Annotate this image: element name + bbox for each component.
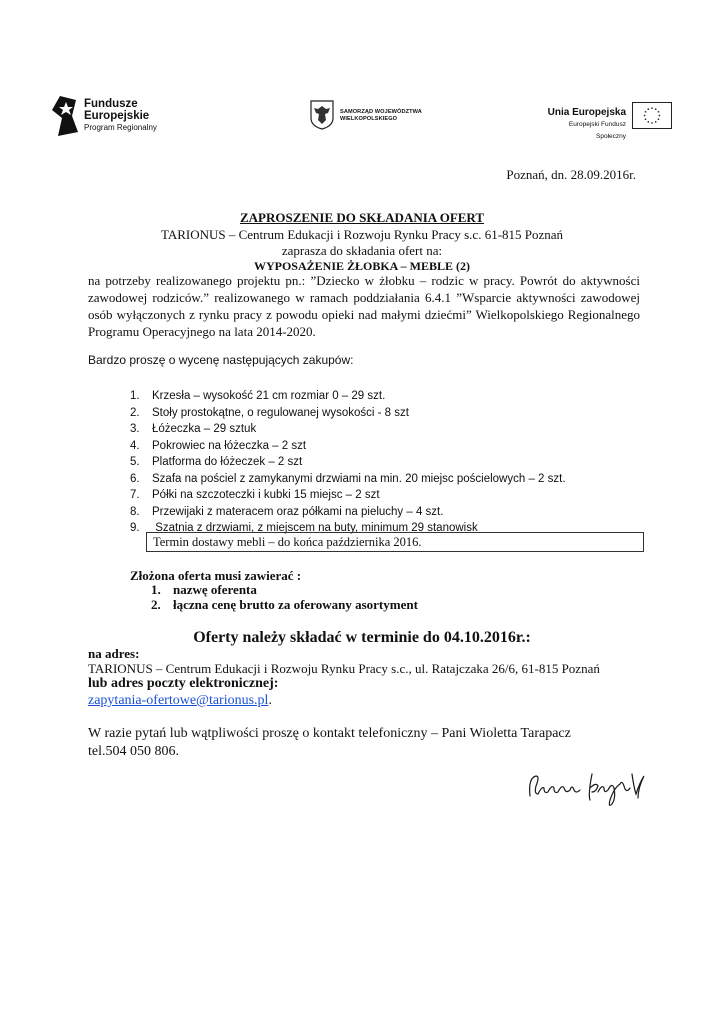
organization-line: TARIONUS – Centrum Edukacji i Rozwoju Rynku Pracy s.c. 61-815 Poznań	[160, 227, 564, 242]
fundusze-europejskie-logo	[52, 96, 172, 138]
request-line: Bardzo proszę o wycenę następujących zakupów:	[88, 353, 354, 367]
deadline-line: Oferty należy składać w terminie do 04.10.2016r.:	[193, 629, 531, 646]
address-line: TARIONUS – Centrum Edukacji i Rozwoju Rynku Pracy s.c., ul. Ratajczaka 26/6, 61-815 Poznań	[88, 661, 600, 676]
offer-item-text: nazwę oferenta	[173, 582, 257, 597]
sw-logo-line2: WIELKOPOLSKIEGO	[340, 116, 398, 122]
unia-europejska-logo	[540, 102, 672, 140]
list-item	[130, 421, 566, 438]
list-item	[130, 405, 566, 422]
invite-line: zaprasza do składania ofert na:	[281, 243, 443, 258]
list-item-number: 9.	[130, 522, 140, 534]
address-label: na adres:	[88, 646, 140, 661]
list-item	[130, 388, 566, 405]
contact-line-1: W razie pytań lub wątpliwości proszę o kontakt telefoniczny – Pani Wioletta Tarapacz	[88, 726, 571, 741]
offer-item-text: łączna cenę brutto za oferowany asortyment	[173, 597, 418, 612]
list-item-number: 3.	[130, 423, 140, 435]
ue-logo-line1: Unia Europejska	[547, 107, 626, 118]
offer-item-number: 1.	[151, 582, 161, 597]
project-line-4: Programu Operacyjnego na lata 2014-2020.	[88, 324, 316, 339]
email-line	[88, 693, 272, 709]
list-item-number: 6.	[130, 472, 140, 485]
list-item-number: 2.	[130, 406, 140, 419]
eu-flag-icon	[632, 102, 672, 129]
list-item-number: 1.	[130, 390, 140, 402]
subject-line: WYPOSAŻENIE ŻŁOBKA – MEBLE (2)	[253, 259, 471, 273]
delivery-term: Termin dostawy mebli – do końca października 2016.	[153, 535, 422, 549]
fe-logo-line1: Fundusze	[84, 98, 138, 110]
offer-item-number: 2.	[151, 597, 161, 612]
email-label: lub adres poczty elektronicznej:	[88, 676, 279, 691]
list-item-text: Szafa na pościel z zamykanymi drzwiami na min. 20 miejsc pościelowych – 2 szt.	[152, 472, 566, 485]
offer-item	[151, 597, 418, 613]
list-item	[130, 438, 566, 455]
list-item	[130, 487, 566, 504]
eagle-crest-icon	[310, 100, 334, 130]
fundusze-europejskie-star-icon	[52, 96, 78, 136]
fe-logo-line2: Europejskie	[84, 110, 150, 122]
list-item-number: 8.	[130, 505, 140, 518]
list-item	[130, 454, 566, 471]
list-item-text: Stoły prostokątne, o regulowanej wysokości - 8 szt	[152, 406, 409, 419]
list-item-text: Platforma do łóżeczek – 2 szt	[152, 456, 303, 468]
delivery-term-box	[146, 532, 644, 552]
ue-logo-line2: Europejski Fundusz Społeczny	[568, 121, 626, 140]
samorzad-logo	[310, 100, 430, 134]
list-item	[130, 504, 566, 521]
sw-logo-line1: SAMORZĄD WOJEWÓDZTWA	[340, 109, 422, 115]
document-title: ZAPROSZENIE DO SKŁADANIA OFERT	[239, 210, 485, 225]
list-item-number: 7.	[130, 489, 140, 501]
date-line: Poznań, dn. 28.09.2016r.	[506, 167, 636, 182]
project-line-2: zawodowej rodziców.” realizowanego w ramach poddziałania 6.4.1 ”Wsparcie aktywności zawodowej	[88, 290, 640, 305]
list-item-text: Łóżeczka – 29 sztuk	[152, 423, 257, 435]
offer-item	[151, 582, 257, 598]
project-line-3: osób wyłączonych z rynku pracy z powodu opieki nad małymi dziećmi” Wielkopolskiego Regionalnego	[88, 307, 640, 322]
list-item-text: Szatnia z drzwiami, z miejscem na buty, minimum 29 stanowisk	[152, 522, 478, 534]
list-item	[130, 471, 566, 488]
fe-logo-line3: Program Regionalny	[84, 123, 157, 132]
list-item-text: Krzesła – wysokość 21 cm rozmiar 0 – 29 szt.	[152, 390, 386, 402]
email-suffix: .	[268, 693, 272, 708]
project-line-1: na potrzeby realizowanego projektu pn.: ”Dziecko w żłobku – rodzic w pracy. Powrót do aktywności	[88, 273, 640, 288]
list-item-text: Pokrowiec na łóżeczka – 2 szt	[152, 439, 307, 452]
contact-line-2: tel.504 050 806.	[88, 744, 179, 759]
handwritten-signature	[526, 764, 652, 814]
offer-heading: Złożona oferta musi zawierać :	[130, 568, 302, 583]
list-item-number: 4.	[130, 439, 140, 452]
purchase-list	[130, 388, 566, 537]
list-item-text: Półki na szczoteczki i kubki 15 miejsc – 2 szt	[152, 489, 380, 501]
list-item-number: 5.	[130, 456, 140, 468]
email-link[interactable]: zapytania-ofertowe@tarionus.pl	[88, 693, 269, 708]
list-item-text: Przewijaki z materacem oraz półkami na pieluchy – 4 szt.	[152, 505, 444, 518]
